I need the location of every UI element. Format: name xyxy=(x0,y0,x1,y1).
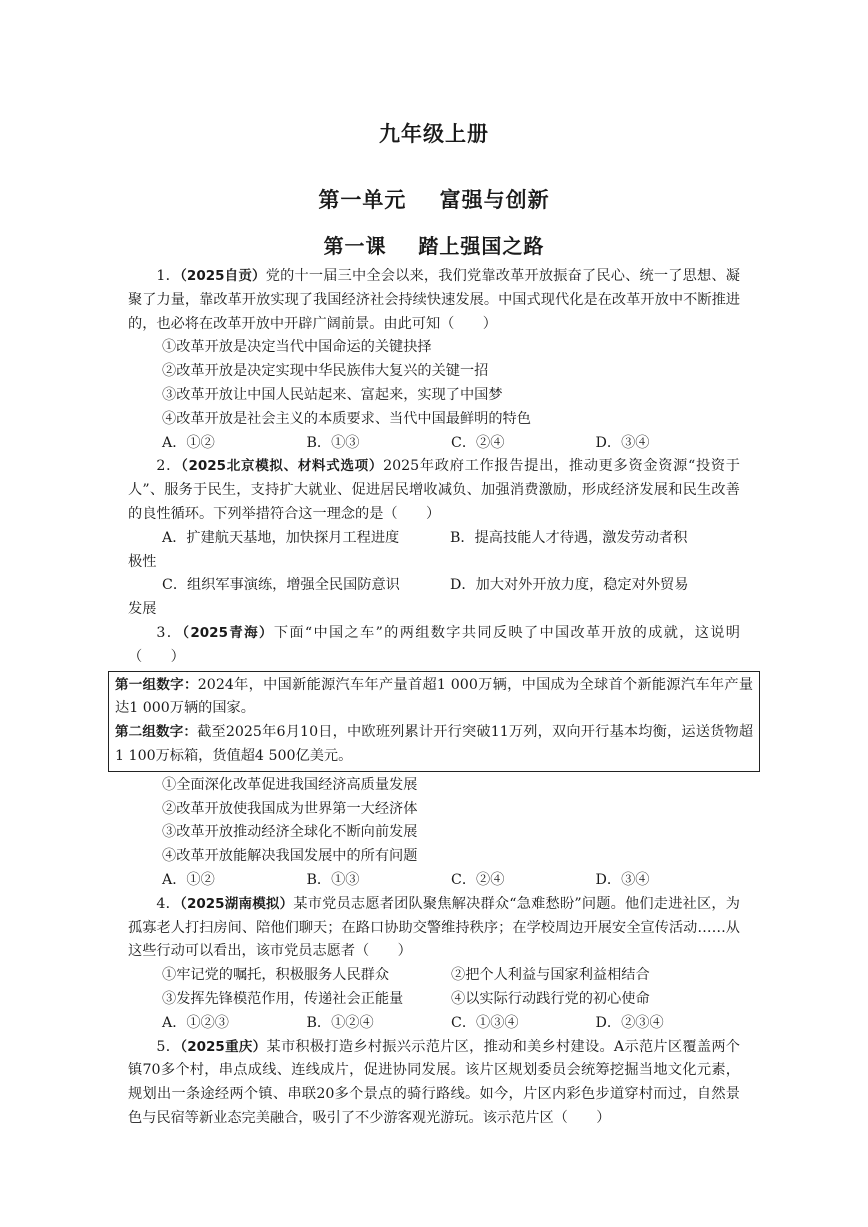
answer-options xyxy=(128,1012,740,1036)
answer-options-row-1 xyxy=(128,527,740,551)
question-number: 1． xyxy=(156,268,180,284)
option-d[interactable]: D．③④ xyxy=(595,434,650,451)
question-number: 3． xyxy=(156,624,183,641)
question-number: 2． xyxy=(156,458,182,475)
material-text: 截至2025年6月10日，中欧班列累计开行突破11万列，双向开行基本均衡，运送货物超1 100万标箱，货值超4 500亿美元。 xyxy=(115,724,754,764)
unit-title: 第一单元 富强与创新 xyxy=(318,187,550,212)
statement: ③改革开放让中国人民站起来、富起来，实现了中国梦 xyxy=(162,386,503,403)
option-a[interactable]: A．①②③ xyxy=(162,1014,229,1031)
statement-row xyxy=(128,964,740,988)
statement: ①全面深化改革促进我国经济高质量发展 xyxy=(162,776,418,793)
option-b-continued: 极性 xyxy=(128,553,157,570)
question-2 xyxy=(128,455,740,526)
question-4 xyxy=(128,893,740,964)
option-d-continued: 发展 xyxy=(128,601,157,618)
question-stem: 2025年政府工作报告提出，推动更多资金资源“投资于人”、服务于民生，支持扩大就业、促进居民增收减负、加强消费激励，形成经济发展和民生改善的良性循环。下列举措符合这一理念的是（ ） xyxy=(128,458,740,522)
question-1 xyxy=(128,265,740,336)
option-c[interactable]: C．组织军事演练，增强全民国防意识 xyxy=(162,577,400,594)
question-list xyxy=(115,265,754,1131)
option-a[interactable]: A．扩建航天基地，加快探月工程进度 xyxy=(162,529,400,546)
option-c[interactable]: C．②④ xyxy=(451,871,505,888)
statement-row xyxy=(128,988,740,1012)
option-b[interactable]: B．①③ xyxy=(306,434,360,451)
statement: ④改革开放是社会主义的本质要求、当代中国最鲜明的特色 xyxy=(162,410,531,427)
option-a[interactable]: A．①② xyxy=(162,434,215,451)
question-number: 4． xyxy=(156,895,181,912)
question-number: 5． xyxy=(156,1038,181,1055)
option-c[interactable]: C．②④ xyxy=(451,434,505,451)
option-c[interactable]: C．①③④ xyxy=(451,1014,519,1031)
question-source: （2025自贡） xyxy=(179,268,266,284)
option-a[interactable]: A．①② xyxy=(162,871,215,888)
option-b[interactable]: B．①③ xyxy=(306,871,360,888)
question-stem: 下面“中国之车”的两组数字共同反映了中国改革开放的成就，这说明（ ） xyxy=(128,624,740,665)
answer-options xyxy=(128,432,740,456)
material-group-1 xyxy=(115,674,753,722)
question-stem: 党的十一届三中全会以来，我们党靠改革开放振奋了民心、统一了思想、凝聚了力量，靠改革开放实现了我国经济社会持续快速发展。中国式现代化是在改革开放中不断推进的，也必将在改革开放中开辟广阔前景。由此可知（ ） xyxy=(128,268,740,332)
answer-options xyxy=(128,869,740,893)
question-source: （2025湖南模拟） xyxy=(180,895,294,912)
book-title: 九年级上册 xyxy=(379,121,489,146)
material-label: 第二组数字： xyxy=(115,724,198,741)
question-3 xyxy=(128,622,740,670)
statement: ③发挥先锋模范作用，传递社会正能量 xyxy=(162,990,404,1007)
statement: ①牢记党的嘱托，积极服务人民群众 xyxy=(162,967,390,984)
option-b[interactable]: B．①②④ xyxy=(306,1014,374,1031)
question-source: （2025北京模拟、材料式选项） xyxy=(181,458,384,475)
question-stem: 某市积极打造乡村振兴示范片区，推动和美乡村建设。A示范片区覆盖两个镇70多个村，串点成线、连线成片，促进协同发展。该片区规划委员会统筹挖掘当地文化元素，规划出一条途经两个镇、串联20多个景点的骑行路线。如今，片区内彩色步道穿村而过，自然景色与民宿等新业态完美融合，吸引了不少游客观光游玩。该示范片区（ ） xyxy=(128,1038,740,1126)
material-text: 2024年，中国新能源汽车年产量首超1 000万辆，中国成为全球首个新能源汽车年产量达1 000万辆的国家。 xyxy=(115,676,754,717)
statement: ④以实际行动践行党的初心使命 xyxy=(451,990,650,1007)
statement: ②改革开放是决定实现中华民族伟大复兴的关键一招 xyxy=(162,363,489,380)
question-source: （2025青海） xyxy=(182,624,274,641)
statement: ②把个人利益与国家利益相结合 xyxy=(451,967,650,984)
option-b[interactable]: B．提高技能人才待遇，激发劳动者积 xyxy=(450,529,688,546)
material-group-2 xyxy=(115,721,753,769)
question-5 xyxy=(128,1036,740,1131)
statement: ②改革开放使我国成为世界第一大经济体 xyxy=(162,800,418,817)
statement: ①改革开放是决定当代中国命运的关键抉择 xyxy=(162,339,432,356)
option-d[interactable]: D．③④ xyxy=(595,871,650,888)
material-box xyxy=(108,671,760,772)
lesson-title: 第一课 踏上强国之路 xyxy=(323,234,545,258)
option-d[interactable]: D．②③④ xyxy=(595,1014,664,1031)
material-label: 第一组数字： xyxy=(115,676,198,693)
statement: ③改革开放推动经济全球化不断向前发展 xyxy=(162,824,418,841)
question-source: （2025重庆） xyxy=(180,1038,267,1055)
answer-options-row-2 xyxy=(128,574,740,598)
statement: ④改革开放能解决我国发展中的所有问题 xyxy=(162,848,418,865)
question-stem: 某市党员志愿者团队聚焦解决群众“急难愁盼”问题。他们走进社区，为孤寡老人打扫房间、陪他们聊天；在路口协助交警维持秩序；在学校周边开展安全宣传活动……从这些行动可以看出，该市党员志愿者（ ） xyxy=(128,895,740,960)
option-d[interactable]: D．加大对外开放力度，稳定对外贸易 xyxy=(450,577,689,594)
